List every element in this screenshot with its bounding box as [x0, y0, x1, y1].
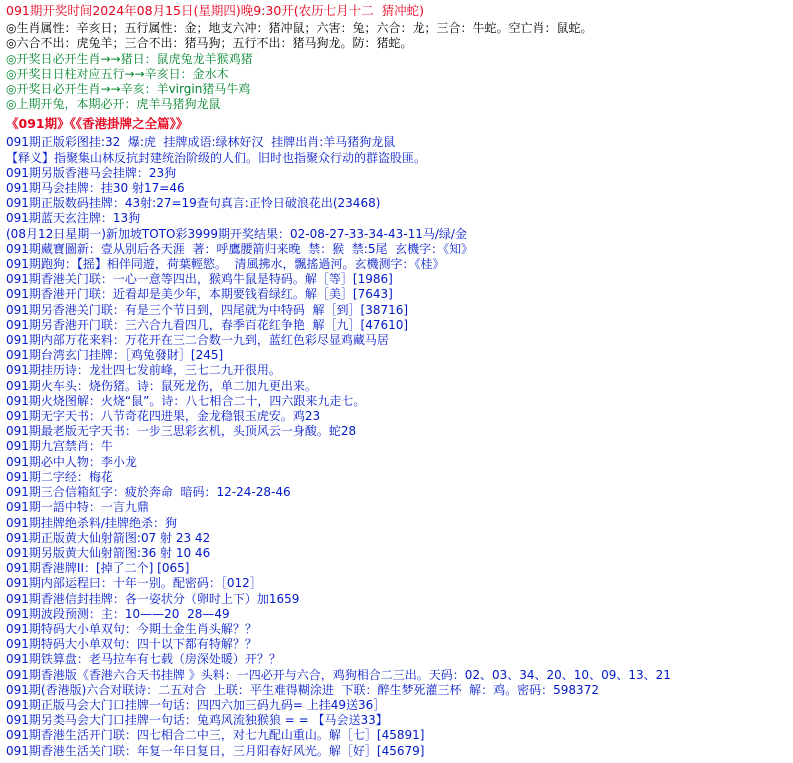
body-line-8: 091期藏寶圖新：壹从别后各天涯 著：呼鷹腰箭归来晚 禁：猴 禁:5尾 玄機字：《知》 — [6, 241, 474, 256]
body-line-38: 091期正版马会大门口挂牌一句话：四四六加三码九码= 上挂49送36］ — [6, 697, 386, 712]
attribute-line-2: ◎六合不出：虎兔羊；三合不出：猪马狗；五行不出：猪马狗龙。防：猪蛇。 — [6, 36, 413, 51]
body-line-15: 091期台湾玄门挂牌：［鸡兔發財］[245] — [6, 348, 224, 363]
body-line-33: 091期特码大小单双句：今期土金生肖头解？？ — [6, 621, 257, 636]
body-line-16: 091期挂历诗：龙壮四七发前峰，三七二九开很用。 — [6, 363, 281, 378]
body-line-2: 【释义】指聚集山林反抗封建统治阶级的人们。旧时也指聚众行动的群盗股匪。 — [6, 150, 427, 165]
body-line-19: 091期无字天书：八节奇花四进果，金龙稳银玉虎安。鸡23 — [6, 409, 321, 424]
body-line-29: 091期香港牌II：[掉了二个] [065] — [6, 561, 190, 576]
body-line-11: 091期香港开门联：近看却是美少年，本期要钱看绿红。解［美］[7643] — [6, 287, 393, 302]
body-line-17: 091期火车头：烧伤猪。诗：鼠死龙伤，单二加九更出来。 — [6, 378, 317, 393]
body-line-1: 091期正版彩图挂:32 爆:虎 挂牌成语:绿林好汉 挂牌出肖:羊马猪狗龙鼠 — [6, 135, 396, 150]
body-line-35: 091期铁算盘：老马拉车有七载（房深处暖）开？？ — [6, 652, 281, 667]
body-line-12: 091期另香港关门联：有是三个节日到，四尾就为中特码 解［到］[38716] — [6, 302, 409, 317]
series-title: 《091期》《《香港掛牌之全篇》》 — [6, 116, 189, 132]
body-line-28: 091期另版黄大仙射箭图:36 射 10 46 — [6, 545, 211, 560]
attribute-line-1: ◎生肖属性：辛亥日；五行属性：金；地支六冲：猪冲鼠；六害：兔；六合：龙；三合：牛蛇。空亡肖：鼠蛇。 — [6, 21, 593, 36]
body-line-24: 091期三合信箱紅字：疲於奔命 暗码：12-24-28-46 — [6, 485, 291, 500]
body-line-34: 091期特码大小单双句：四十以下都有特解？？ — [6, 637, 257, 652]
body-line-39: 091期另类马会大门口挂牌一句话：兔鸡风流独猴狼 = = 【马会送33】 — [6, 713, 388, 728]
body-line-26: 091期挂牌绝杀料/挂牌绝杀：狗 — [6, 515, 177, 530]
body-line-21: 091期九宫禁肖：牛 — [6, 439, 113, 454]
body-line-37: 091期(香港版)六合对联诗：二五对合 上联：平生难得糊涂进 下联：醉生梦死灌三杯 解：鸡。密码：598372 — [6, 682, 599, 697]
body-line-36: 091期香港版《香港六合天书挂牌 》头料：一四必开与六合，鸡狗相合二三出。天码：02、03、34、20、10、09、13、21 — [6, 667, 671, 682]
body-line-40: 091期香港生活开门联：四七相合二中三，对七九配山重山。解［七］[45891] — [6, 728, 425, 743]
body-line-31: 091期香港信封挂牌：各一姿状分（卵时上下）加1659 — [6, 591, 300, 606]
body-line-41: 091期香港生活关门联：年复一年日复日，三月阳春好风光。解［好］[45679] — [6, 743, 425, 758]
body-line-18: 091期火烧图解：火烧“鼠”。诗：八七相合二十，四六跟来九走七。 — [6, 393, 366, 408]
body-line-7: (08月12日星期一)新加坡TOTO彩3999期开奖结果：02-08-27-33-34-43-11马/绿/金 — [6, 226, 467, 241]
body-line-32: 091期波段预测：主：10——20 28—49 — [6, 606, 230, 621]
body-line-5: 091期正版数码挂牌：43射:27=19查句真言:正怜日破浪花出(23468) — [6, 196, 381, 211]
body-line-3: 091期另版香港马会挂牌：23狗 — [6, 165, 177, 180]
header-draw-time: 091期开奖时间2024年08月15日(星期四)晚9:30开(农历七月十二 猜冲蛇) — [6, 3, 425, 18]
body-line-30: 091期内部运程曰：十年一别。配密码：［012］ — [6, 576, 262, 591]
attribute-line-4: ◎开奖日日柱对应五行→→辛亥日：金水木 — [6, 66, 229, 81]
body-line-23: 091期二字经：梅花 — [6, 469, 113, 484]
body-line-13: 091期另香港开门联：三六合九看四几，春季百花红争艳 解［九］[47610] — [6, 317, 409, 332]
body-line-10: 091期香港关门联：一心一意等四出，猴鸡牛鼠是特码。解［等］[1986] — [6, 272, 393, 287]
body-line-20: 091期最老版无字天书：一步三思彩玄机，头顶风云一身酸。蛇28 — [6, 424, 357, 439]
body-line-14: 091期内部万花来料：万花开在三二合数一九到，蓝红色彩尽显鸡藏马居 — [6, 333, 389, 348]
body-line-4: 091期马会挂牌：挂30 射17=46 — [6, 181, 185, 196]
attribute-line-6: ◎上期开兔，本期必开：虎羊马猪狗龙鼠 — [6, 97, 221, 112]
body-line-22: 091期必中人物：李小龙 — [6, 454, 137, 469]
body-line-25: 091期一語中特：一言九鼎 — [6, 500, 149, 515]
body-line-6: 091期蓝天玄注牌：13狗 — [6, 211, 141, 226]
body-line-9: 091期跑狗：【摇】相伴同遊，荷葉輕慾。 清風拂水，飄搖過河。玄機测字：《桂》 — [6, 257, 445, 272]
body-line-27: 091期正版黄大仙射箭图:07 射 23 42 — [6, 530, 211, 545]
attribute-line-3: ◎开奖日必开生肖→→猪日：鼠虎兔龙羊猴鸡猪 — [6, 51, 253, 66]
attribute-line-5: ◎开奖日必开生肖→→辛亥：羊virgin猪马牛鸡 — [6, 82, 251, 97]
